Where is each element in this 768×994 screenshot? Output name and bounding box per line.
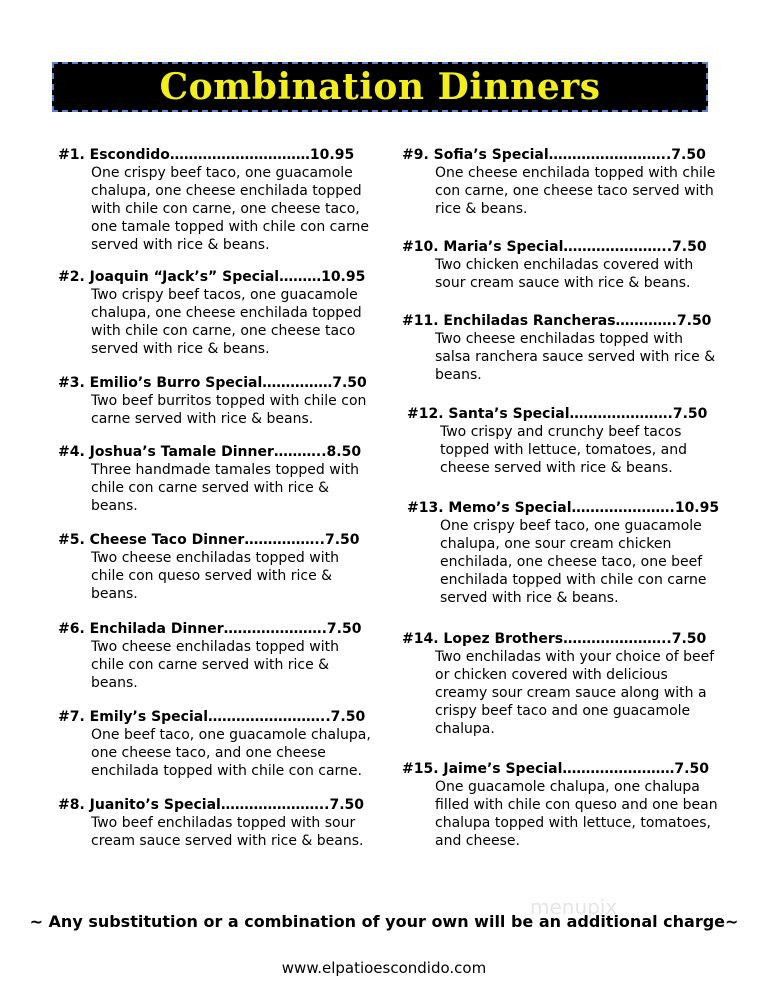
item-desc-line: enchilada topped with chile con carne xyxy=(440,572,707,588)
menu-item-8 xyxy=(58,796,364,850)
menu-item-13 xyxy=(407,499,719,607)
menu-item-5 xyxy=(58,531,360,603)
menu-item-7 xyxy=(58,708,371,780)
item-desc-line: One cheese enchilada topped with chile xyxy=(435,165,716,181)
item-desc-line: chile con queso served with rice & xyxy=(91,568,333,584)
item-desc-line: Two cheese enchiladas topped with xyxy=(435,331,683,347)
item-desc-line: rice & beans. xyxy=(435,201,528,217)
item-desc-line: Two cheese enchiladas topped with xyxy=(91,639,339,655)
item-heading: #10. Maria’s Special…………………..7.50 xyxy=(402,239,707,255)
website-url: www.elpatioescondido.com xyxy=(281,959,487,977)
item-desc-line: One beef taco, one guacamole chalupa, xyxy=(91,727,371,743)
menu-item-2 xyxy=(58,268,365,358)
item-desc-line: chile con carne served with rice & xyxy=(91,480,330,496)
item-desc-line: creamy sour cream sauce along with a xyxy=(435,685,707,701)
item-heading: #6. Enchilada Dinner………………….7.50 xyxy=(58,621,362,637)
item-heading: #4. Joshua’s Tamale Dinner………..8.50 xyxy=(58,444,362,460)
item-desc-line: salsa ranchera sauce served with rice & xyxy=(435,349,716,365)
item-desc-line: chalupa. xyxy=(435,721,495,737)
item-desc-line: chalupa, one sour cream chicken xyxy=(440,536,672,552)
item-heading: #3. Emilio’s Burro Special……………7.50 xyxy=(58,375,367,391)
item-desc-line: beans. xyxy=(91,586,138,602)
menu-item-11 xyxy=(402,312,715,384)
item-heading: #13. Memo’s Special………………….10.95 xyxy=(407,500,720,516)
item-desc-line: Two crispy and crunchy beef tacos xyxy=(440,424,682,440)
item-heading: #15. Jaime’s Special……………………7.50 xyxy=(402,761,709,777)
watermark: menupix xyxy=(530,895,618,919)
item-desc-line: served with rice & beans. xyxy=(440,590,619,606)
item-desc-line: Two beef enchiladas topped with sour xyxy=(91,815,356,831)
item-desc-line: beans. xyxy=(435,367,482,383)
item-desc-line: One guacamole chalupa, one chalupa xyxy=(435,779,700,795)
item-desc-line: enchilada, one cheese taco, one beef xyxy=(440,554,703,570)
item-desc-line: Two enchiladas with your choice of beef xyxy=(435,649,715,665)
menu-item-15 xyxy=(402,760,718,850)
item-heading: #2. Joaquin “Jack’s” Special………10.95 xyxy=(58,269,366,285)
menu-item-4 xyxy=(58,443,361,515)
page-title: Combination Dinners xyxy=(159,66,601,108)
item-desc-line: enchilada topped with chile con carne. xyxy=(91,763,362,779)
item-desc-line: served with rice & beans. xyxy=(91,341,270,357)
item-desc-line: crispy beef taco and one guacamole xyxy=(435,703,691,719)
item-desc-line: beans. xyxy=(91,498,138,514)
item-heading: #12. Santa’s Special………………….7.50 xyxy=(407,406,708,422)
item-desc-line: beans. xyxy=(91,675,138,691)
item-desc-line: one tamale topped with chile con carne xyxy=(91,219,369,235)
item-desc-line: filled with chile con queso and one bean xyxy=(435,797,718,813)
item-desc-line: topped with lettuce, tomatoes, and xyxy=(440,442,687,458)
item-desc-line: carne served with rice & beans. xyxy=(91,411,314,427)
item-heading: #11. Enchiladas Rancheras………….7.50 xyxy=(402,313,712,329)
item-heading: #9. Sofia’s Special……………………..7.50 xyxy=(402,147,706,163)
item-desc-line: cheese served with rice & beans. xyxy=(440,460,673,476)
item-desc-line: chalupa, one cheese enchilada topped xyxy=(91,183,362,199)
menu-item-10 xyxy=(402,238,707,292)
item-desc-line: served with rice & beans. xyxy=(91,237,270,253)
item-desc-line: One crispy beef taco, one guacamole xyxy=(91,165,353,181)
item-heading: #5. Cheese Taco Dinner……………..7.50 xyxy=(58,532,360,548)
item-desc-line: Two beef burritos topped with chile con xyxy=(91,393,367,409)
item-desc-line: Two cheese enchiladas topped with xyxy=(91,550,339,566)
item-desc-line: one cheese taco, and one cheese xyxy=(91,745,326,761)
menu-item-14 xyxy=(402,630,714,738)
item-desc-line: One crispy beef taco, one guacamole xyxy=(440,518,702,534)
item-desc-line: and cheese. xyxy=(435,833,520,849)
item-desc-line: Two chicken enchiladas covered with xyxy=(435,257,694,273)
item-desc-line: cream sauce served with rice & beans. xyxy=(91,833,364,849)
item-heading: #7. Emily’s Special……………………..7.50 xyxy=(58,709,366,725)
item-heading: #1. Escondido…………………………10.95 xyxy=(58,147,355,163)
item-desc-line: sour cream sauce with rice & beans. xyxy=(435,275,691,291)
menu-item-12 xyxy=(407,405,707,477)
item-desc-line: with chile con carne, one cheese taco, xyxy=(91,201,360,217)
item-desc-line: chalupa topped with lettuce, tomatoes, xyxy=(435,815,712,831)
item-desc-line: with chile con carne, one cheese taco xyxy=(91,323,356,339)
item-desc-line: Two crispy beef tacos, one guacamole xyxy=(91,287,358,303)
item-heading: #14. Lopez Brothers…………………..7.50 xyxy=(402,631,707,647)
item-desc-line: con carne, one cheese taco served with xyxy=(435,183,714,199)
menu-item-9 xyxy=(402,146,715,218)
title-banner xyxy=(52,62,708,112)
item-desc-line: chalupa, one cheese enchilada topped xyxy=(91,305,362,321)
item-desc-line: Three handmade tamales topped with xyxy=(91,462,359,478)
menu-item-6 xyxy=(58,620,361,692)
item-desc-line: or chicken covered with delicious xyxy=(435,667,668,683)
menu-item-3 xyxy=(58,374,367,428)
item-heading: #8. Juanito’s Special…………………..7.50 xyxy=(58,797,365,813)
item-desc-line: chile con carne served with rice & xyxy=(91,657,330,673)
menu-item-1 xyxy=(58,146,369,254)
substitution-note: ~ Any substitution or a combination of your own will be an additional charge~ xyxy=(29,912,739,931)
